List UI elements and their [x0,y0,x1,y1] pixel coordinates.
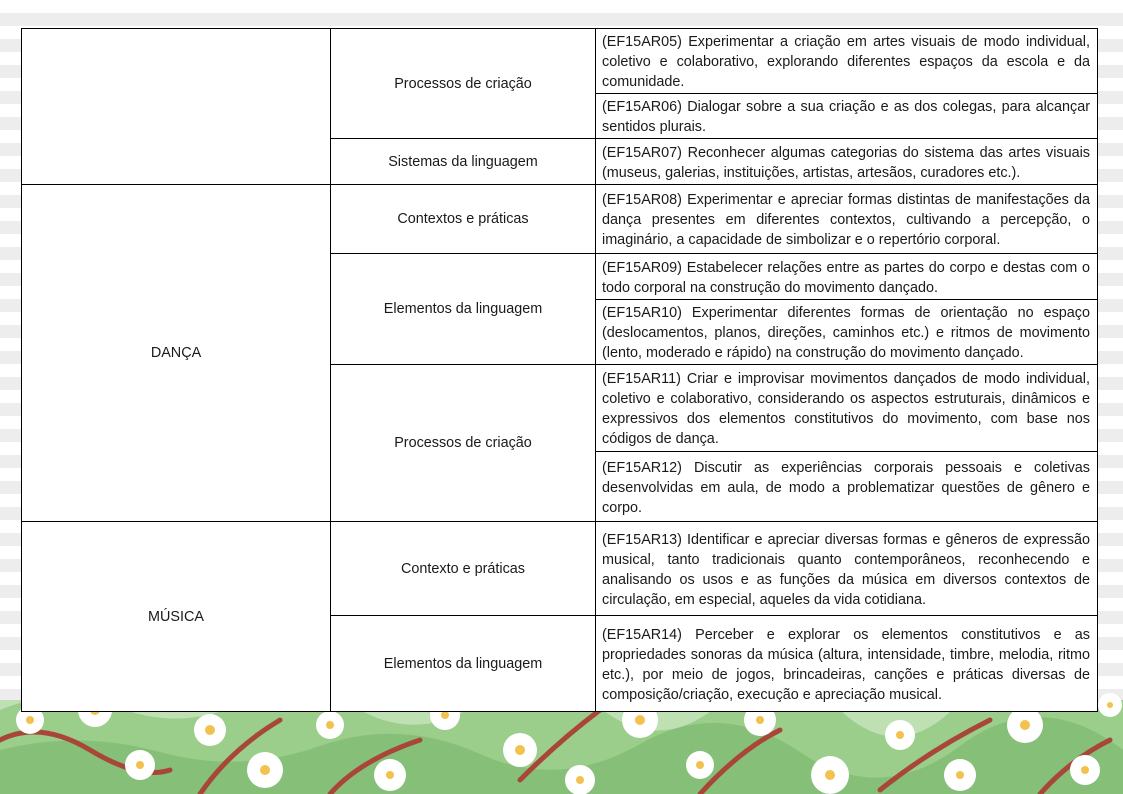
habilidade-cell: (EF15AR14) Perceber e explorar os elementos constitutivos e as propriedades sonoras da música (altura, intensidade, timbre, melodia, ritmo etc.), por meio de jogos, brincadeiras, canções e práticas diversas de composição/criação, execução e apreciação musical. [596,616,1098,712]
objeto-cell: Sistemas da linguagem [331,139,596,185]
habilidade-cell: (EF15AR08) Experimentar e apreciar formas distintas de manifestações da dança presentes em diferentes contextos, cultivando a percepção, o imaginário, a capacidade de simbolizar e o repertório corporal. [596,185,1098,254]
habilidade-cell: (EF15AR13) Identificar e apreciar diversas formas e gêneros de expressão musical, tanto tradicionais quanto contemporâneos, reconhecendo e analisando os usos e as funções da música em diversos contextos de circulação, em especial, aqueles da vida cotidiana. [596,522,1098,616]
objeto-cell: Elementos da linguagem [331,254,596,365]
habilidade-cell: (EF15AR10) Experimentar diferentes formas de orientação no espaço (deslocamentos, planos, direções, caminhos etc.) e ritmos de movimento (lento, moderado e rápido) na construção do movimento dançado. [596,300,1098,365]
habilidade-cell: (EF15AR12) Discutir as experiências corporais pessoais e coletivas desenvolvidas em aula, de modo a problematizar questões de gênero e corpo. [596,452,1098,522]
table-row [22,29,1098,94]
habilidade-cell: (EF15AR05) Experimentar a criação em artes visuais de modo individual, coletivo e colaborativo, explorando diferentes espaços da escola e da comunidade. [596,29,1098,94]
table-row [22,185,1098,254]
unidade-cell-musica: MÚSICA [22,522,331,712]
unidade-cell-artes-visuais [22,29,331,185]
bncc-skills-table [21,28,1098,712]
habilidade-cell: (EF15AR09) Estabelecer relações entre as partes do corpo e destas com o todo corporal na construção do movimento dançado. [596,254,1098,300]
unidade-cell-danca: DANÇA [22,185,331,522]
habilidade-cell: (EF15AR11) Criar e improvisar movimentos dançados de modo individual, coletivo e colaborativo, considerando os aspectos estruturais, dinâmicos e expressivos dos elementos constitutivos do movimento, com base nos códigos de dança. [596,365,1098,452]
objeto-cell: Contextos e práticas [331,185,596,254]
habilidade-cell: (EF15AR06) Dialogar sobre a sua criação e as dos colegas, para alcançar sentidos plurais. [596,94,1098,139]
habilidade-cell: (EF15AR07) Reconhecer algumas categorias do sistema das artes visuais (museus, galerias, instituições, artistas, artesãos, curadores etc.). [596,139,1098,185]
objeto-cell: Processos de criação [331,365,596,522]
objeto-cell: Processos de criação [331,29,596,139]
table-row [22,522,1098,616]
objeto-cell: Elementos da linguagem [331,616,596,712]
objeto-cell: Contexto e práticas [331,522,596,616]
